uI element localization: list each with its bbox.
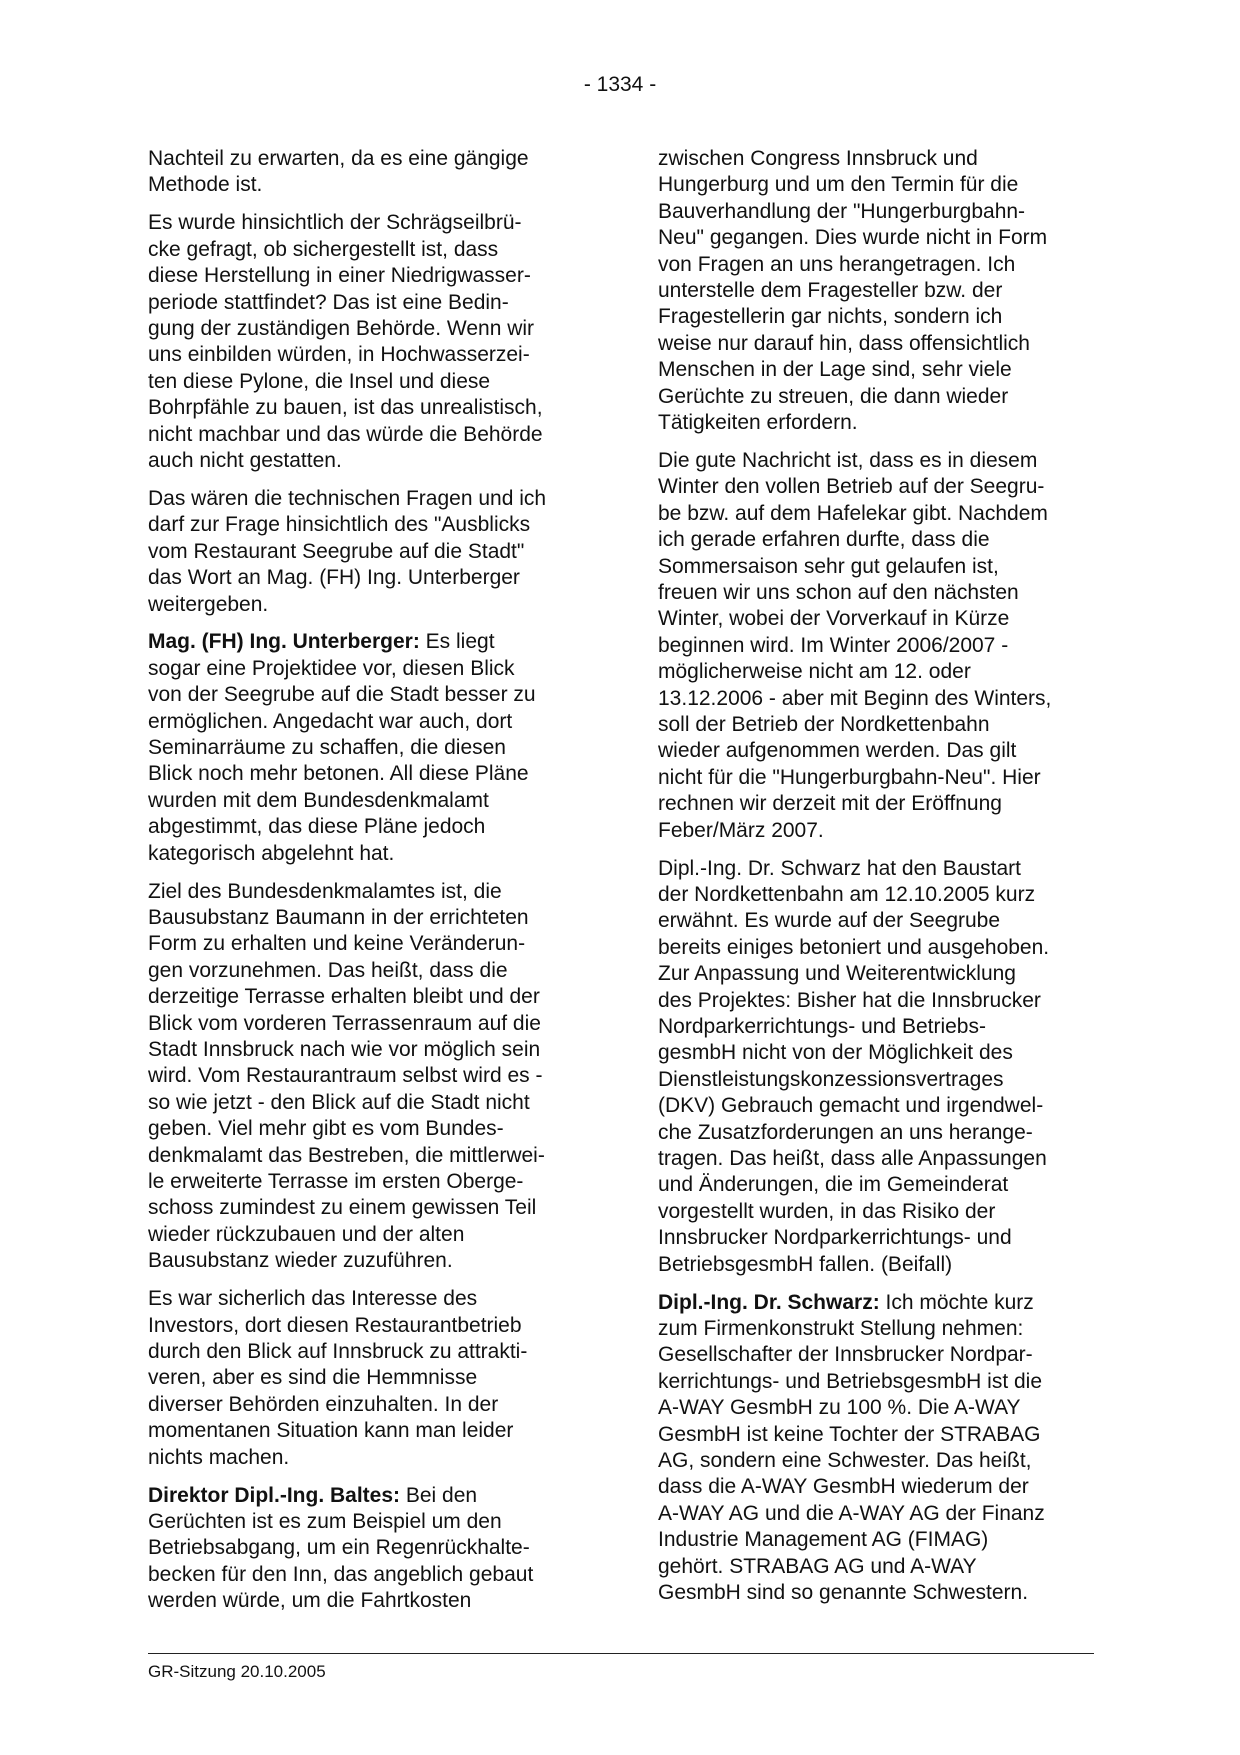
speech-text: Bei den	[400, 1483, 478, 1507]
text-line: Winter den vollen Betrieb auf der Seegru-	[658, 475, 1045, 499]
text-line: Zur Anpassung und Weiterentwicklung	[658, 962, 1016, 986]
text-line: 13.12.2006 - aber mit Beginn des Winters,	[658, 686, 1052, 710]
text-line: wurden mit dem Bundesdenkmalamt	[148, 788, 489, 812]
text-line: Dipl.-Ing. Dr. Schwarz hat den Baustart	[658, 856, 1021, 880]
text-line: gen vorzunehmen. Das heißt, dass die	[148, 958, 508, 982]
speech-text: Es liegt	[419, 630, 495, 654]
text-line: soll der Betrieb der Nordkettenbahn	[658, 713, 990, 737]
text-line: le erweiterte Terrasse im ersten Oberge-	[148, 1170, 524, 1194]
text-line: geben. Viel mehr gibt es vom Bundes-	[148, 1117, 504, 1141]
text-line: derzeitige Terrasse erhalten bleibt und der	[148, 985, 540, 1009]
text-line: auch nicht gestatten.	[148, 448, 342, 472]
text-line: Industrie Management AG (FIMAG)	[658, 1528, 989, 1552]
text-line: erwähnt. Es wurde auf der Seegrube	[658, 909, 1001, 933]
text-line: Feber/März 2007.	[658, 818, 824, 842]
text-line: denkmalamt das Bestreben, die mittlerwei-	[148, 1143, 545, 1167]
text-line: Seminarräume zu schaffen, die diesen	[148, 736, 506, 760]
text-line: Das wären die technischen Fragen und ich	[148, 486, 547, 510]
paragraph	[148, 1483, 590, 1615]
text-line: che Zusatzforderungen an uns herange-	[658, 1120, 1033, 1144]
text-line: Gerüchten ist es zum Beispiel um den	[148, 1509, 502, 1533]
text-line: Nachteil zu erwarten, da es eine gängige	[148, 147, 529, 170]
text-line: gehört. STRABAG AG und A-WAY	[658, 1554, 977, 1578]
text-line: diese Herstellung in einer Niedrigwasser-	[148, 264, 531, 288]
text-line	[148, 629, 590, 655]
text-line: Winter, wobei der Vorverkauf in Kürze	[658, 607, 1010, 631]
paragraph	[148, 486, 590, 618]
text-line: weitergeben.	[148, 592, 269, 616]
text-line: durch den Blick auf Innsbruck zu attrakti-	[148, 1339, 528, 1363]
text-line: momentanen Situation kann man leider	[148, 1419, 514, 1443]
text-line: wieder rückzubauen und der alten	[148, 1222, 465, 1246]
text-line: zum Firmenkonstrukt Stellung nehmen:	[658, 1316, 1024, 1340]
text-line: von der Seegrube auf die Stadt besser zu	[148, 683, 536, 707]
text-line: werden würde, um die Fahrtkosten	[148, 1589, 472, 1613]
text-line: BetriebsgesmbH fallen. (Beifall)	[658, 1252, 953, 1276]
text-line: kerrichtungs- und BetriebsgesmbH ist die	[658, 1369, 1043, 1393]
text-line: rechnen wir derzeit mit der Eröffnung	[658, 792, 1002, 816]
text-line: ich gerade erfahren durfte, dass die	[658, 528, 990, 552]
text-line: Methode ist.	[148, 173, 263, 197]
text-line: uns einbilden würden, in Hochwasserzei-	[148, 343, 530, 367]
paragraph	[148, 210, 590, 474]
text-line: nicht für die "Hungerburgbahn-Neu". Hier	[658, 765, 1041, 789]
text-line: dass die A-WAY GesmbH wiederum der	[658, 1475, 1029, 1499]
speech-text: Ich möchte kurz	[879, 1290, 1034, 1314]
text-line: ten diese Pylone, die Insel und diese	[148, 369, 491, 393]
text-line: sogar eine Projektidee vor, diesen Blick	[148, 656, 515, 680]
text-line: abgestimmt, das diese Pläne jedoch	[148, 815, 486, 839]
text-line: Form zu erhalten und keine Veränderun-	[148, 932, 526, 956]
text-line: möglicherweise nicht am 12. oder	[658, 660, 971, 684]
page-number: - 1334 -	[583, 73, 657, 96]
text-line: nichts machen.	[148, 1445, 290, 1469]
left-column	[148, 146, 590, 1626]
text-line: der Nordkettenbahn am 12.10.2005 kurz	[658, 882, 1036, 906]
text-line: Sommersaison sehr gut gelaufen ist,	[658, 554, 999, 578]
text-line: wieder aufgenommen werden. Das gilt	[658, 739, 1017, 763]
text-line: Investors, dort diesen Restaurantbetrieb	[148, 1313, 522, 1337]
speaker-name: Mag. (FH) Ing. Unterberger:	[148, 630, 420, 654]
text-line: nicht machbar und das würde die Behörde	[148, 422, 543, 446]
text-line: Es wurde hinsichtlich der Schrägseilbrü-	[148, 211, 522, 235]
text-line: von Fragen an uns herangetragen. Ich	[658, 252, 1016, 276]
text-line: kategorisch abgelehnt hat.	[148, 841, 395, 865]
text-line: Fragestellerin gar nichts, sondern ich	[658, 305, 1003, 329]
footer-session-label: GR-Sitzung 20.10.2005	[148, 1662, 326, 1681]
speaker-name: Dipl.-Ing. Dr. Schwarz:	[658, 1290, 880, 1314]
text-line: Ziel des Bundesdenkmalamtes ist, die	[148, 879, 502, 903]
text-line: periode stattfindet? Das ist eine Bedin-	[148, 290, 509, 314]
text-line: veren, aber es sind die Hemmnisse	[148, 1366, 478, 1390]
text-line: be bzw. auf dem Hafelekar gibt. Nachdem	[658, 501, 1048, 525]
text-line: schoss zumindest zu einem gewissen Teil	[148, 1196, 537, 1220]
text-line: AG, sondern eine Schwester. Das heißt,	[658, 1449, 1032, 1472]
text-line	[658, 1290, 1100, 1316]
text-line: gesmbH nicht von der Möglichkeit des	[658, 1041, 1013, 1065]
text-line: des Projektes: Bisher hat die Innsbrucker	[658, 988, 1041, 1012]
text-line: vom Restaurant Seegrube auf die Stadt"	[148, 539, 525, 563]
text-line: Stadt Innsbruck nach wie vor möglich sein	[148, 1038, 541, 1061]
text-line: unterstelle dem Fragesteller bzw. der	[658, 279, 1003, 303]
text-line: Hungerburg und um den Termin für die	[658, 173, 1019, 197]
text-line: Tätigkeiten erfordern.	[658, 411, 858, 435]
text-line: A-WAY GesmbH zu 100 %. Die A-WAY	[658, 1396, 1021, 1420]
paragraph	[658, 146, 1100, 436]
text-line: wird. Vom Restaurantraum selbst wird es -	[148, 1064, 543, 1088]
text-line: Menschen in der Lage sind, sehr viele	[658, 358, 1012, 382]
text-line: Bohrpfähle zu bauen, ist das unrealistisch,	[148, 396, 543, 420]
paragraph	[148, 1286, 590, 1471]
footer-divider	[148, 1653, 1094, 1654]
speaker-name: Direktor Dipl.-Ing. Baltes:	[148, 1483, 401, 1507]
text-line: bereits einiges betoniert und ausgehoben.	[658, 935, 1050, 959]
text-line: Gerüchte zu streuen, die dann wieder	[658, 384, 1009, 408]
text-line: freuen wir uns schon auf den nächsten	[658, 581, 1019, 604]
text-line: Bausubstanz wieder zuzuführen.	[148, 1249, 453, 1273]
text-line: Blick vom vorderen Terrassenraum auf die	[148, 1011, 541, 1035]
text-line: so wie jetzt - den Blick auf die Stadt nicht	[148, 1090, 530, 1114]
text-line: GesmbH sind so genannte Schwestern.	[658, 1581, 1029, 1605]
text-line: Neu" gegangen. Dies wurde nicht in Form	[658, 226, 1048, 250]
text-line: Innsbrucker Nordparkerrichtungs- und	[658, 1226, 1012, 1250]
paragraph	[658, 1290, 1100, 1607]
text-line: cke gefragt, ob sichergestellt ist, dass	[148, 237, 499, 261]
text-line: Nordparkerrichtungs- und Betriebs-	[658, 1015, 986, 1038]
text-line: Bausubstanz Baumann in der errichteten	[148, 905, 529, 929]
text-line: Blick noch mehr betonen. All diese Pläne	[148, 762, 529, 786]
text-line: diverser Behörden einzuhalten. In der	[148, 1392, 499, 1416]
text-line: Betriebsabgang, um ein Regenrückhalte-	[148, 1536, 530, 1560]
text-line: (DKV) Gebrauch gemacht und irgendwel-	[658, 1094, 1044, 1118]
right-column	[658, 146, 1100, 1618]
text-line: ermöglichen. Angedacht war auch, dort	[148, 709, 513, 733]
text-line: zwischen Congress Innsbruck und	[658, 147, 978, 170]
text-line: vorgestellt wurden, in das Risiko der	[658, 1199, 996, 1223]
paragraph	[658, 856, 1100, 1279]
text-line: Es war sicherlich das Interesse des	[148, 1287, 478, 1311]
text-line: becken für den Inn, das angeblich gebaut	[148, 1562, 534, 1586]
text-line: gung der zuständigen Behörde. Wenn wir	[148, 316, 535, 340]
paragraph	[148, 879, 590, 1275]
text-line: Die gute Nachricht ist, dass es in diesem	[658, 448, 1038, 472]
text-line: Dienstleistungskonzessionsvertrages	[658, 1067, 1004, 1091]
text-line: Gesellschafter der Innsbrucker Nordpar-	[658, 1343, 1033, 1367]
text-line: GesmbH ist keine Tochter der STRABAG	[658, 1422, 1041, 1446]
paragraph	[148, 146, 590, 199]
text-line: A-WAY AG und die A-WAY AG der Finanz	[658, 1501, 1045, 1525]
text-line: beginnen wird. Im Winter 2006/2007 -	[658, 633, 1009, 657]
text-line: darf zur Frage hinsichtlich des "Ausblicks	[148, 513, 531, 537]
text-line	[148, 1483, 590, 1509]
paragraph	[148, 629, 590, 867]
text-line: weise nur darauf hin, dass offensichtlich	[658, 331, 1030, 355]
text-line: und Änderungen, die im Gemeinderat	[658, 1173, 1009, 1197]
paragraph	[658, 448, 1100, 844]
text-line: das Wort an Mag. (FH) Ing. Unterberger	[148, 566, 520, 590]
text-line: Bauverhandlung der "Hungerburgbahn-	[658, 199, 1026, 223]
text-line: tragen. Das heißt, dass alle Anpassungen	[658, 1147, 1047, 1171]
